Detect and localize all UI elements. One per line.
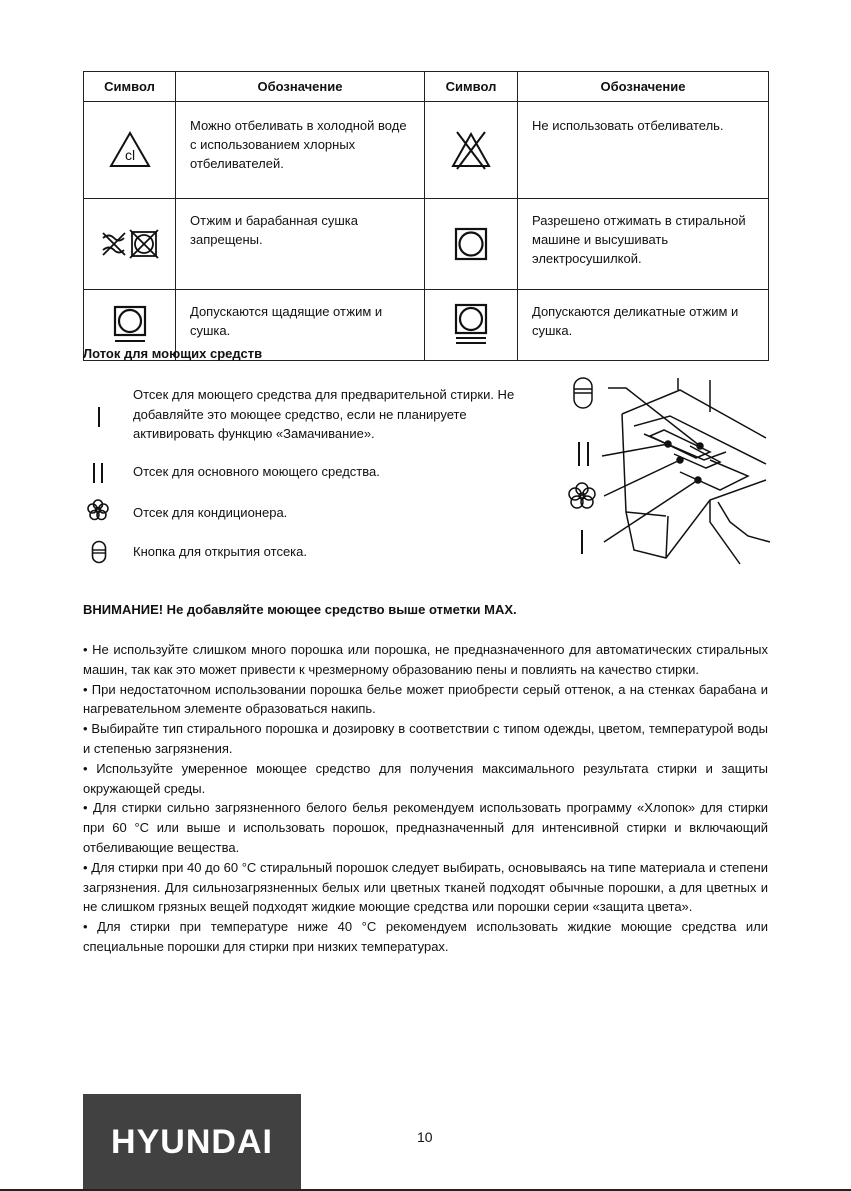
list-item: • При недостаточном использовании порошка белье может приобрести серый оттенок, а на стенках барабана и нагревательном элементе образоваться накипь. [83,681,768,717]
tray-item-prewash: Отсек для моющего средства для предварительной стирки. Не добавляйте это моющее средство, если не планируете активировать функцию «Замачивание». [133,387,515,441]
symbol-cell [425,290,518,361]
tray-section-title: Лоток для моющих средств [83,346,263,361]
symbol-description: Не использовать отбеливатель. [518,102,769,199]
symbol-description: Допускаются щадящие отжим и сушка. [176,290,425,361]
svg-text:cl: cl [124,147,135,163]
list-item: • Для стирки при температуре ниже 40 °C рекомендуем использовать жидкие моющие средства или специальные порошки для стирки при низких температурах. [83,919,768,954]
brand-name: HYUNDAI [111,1123,273,1161]
symbol-cell [425,102,518,199]
warning-heading: ВНИМАНИЕ! Не добавляйте моющее средство выше отметки MAX. [83,602,517,617]
release-button-icon [91,540,107,564]
header-meaning-2: Обозначение [518,72,769,102]
brand-logo [83,1094,301,1191]
tray-item-release-button: Кнопка для открытия отсека. [133,544,307,559]
tray-item-main-wash: Отсек для основного моющего средства. [133,464,380,479]
header-symbol-1: Символ [84,72,176,102]
list-item: • Выбирайте тип стирального порошка и дозировку в соответствии с типом одежды, цветом, температурой воды и степенью загрязнения. [83,721,768,756]
tumble-dry-icon [454,227,488,261]
list-item: • Для стирки сильно загрязненного белого белья рекомендуем использовать программу «Хлопок» для стирки при 60 °C или выше и использовать порошок, предназначенный для интенсивной стирки и включающий отбеливающие вещества. [83,800,768,855]
delicate-tumble-dry-icon [454,303,488,347]
table-row [84,102,769,199]
list-item: • Используйте умеренное моющее средство для получения максимального результата стирки и защиты окружающей среды. [83,760,768,796]
list-item: • Не используйте слишком много порошка или порошка, не предназначенного для автоматических стиральных машин, так как это может привести к чрезмерному образованию пены и повлиять на качество стирки. [83,642,768,677]
symbol-cell [84,102,176,199]
table-header-row [84,72,769,102]
symbol-cell [84,199,176,290]
bleach-chlorine-icon [108,130,152,170]
list-item: • Для стирки при 40 до 60 °C стиральный порошок следует выбирать, основываясь на типе материала и степени загрязнения. Для сильнозагрязненных белых или цветных тканей подходят обычные порошки, а для цветных и не слишком грязных вещей подходят жидкие моющие средства или порошки серии «защита цвета». [83,859,768,915]
header-symbol-2: Символ [425,72,518,102]
detergent-drawer-illustration [560,372,772,584]
softener-flower-icon [87,499,109,521]
header-meaning-1: Обозначение [176,72,425,102]
recommendations-list [83,640,768,957]
page-number: 10 [417,1129,433,1145]
no-wring-no-tumble-dry-icon [100,228,160,260]
symbol-description: Можно отбеливать в холодной воде с использованием хлорных отбеливателей. [176,102,425,199]
tray-item-softener: Отсек для кондиционера. [133,505,288,520]
main-wash-compartment-icon [90,462,106,484]
prewash-compartment-icon [95,406,103,428]
no-bleach-icon [449,128,493,172]
gentle-tumble-dry-icon [113,305,147,345]
table-row [84,199,769,290]
symbol-description: Допускаются деликатные отжим и сушка. [518,290,769,361]
symbol-description: Разрешено отжимать в стиральной машине и высушивать электросушилкой. [518,199,769,290]
care-symbols-table [83,71,769,361]
symbol-description: Отжим и барабанная сушка запрещены. [176,199,425,290]
symbol-cell [425,199,518,290]
